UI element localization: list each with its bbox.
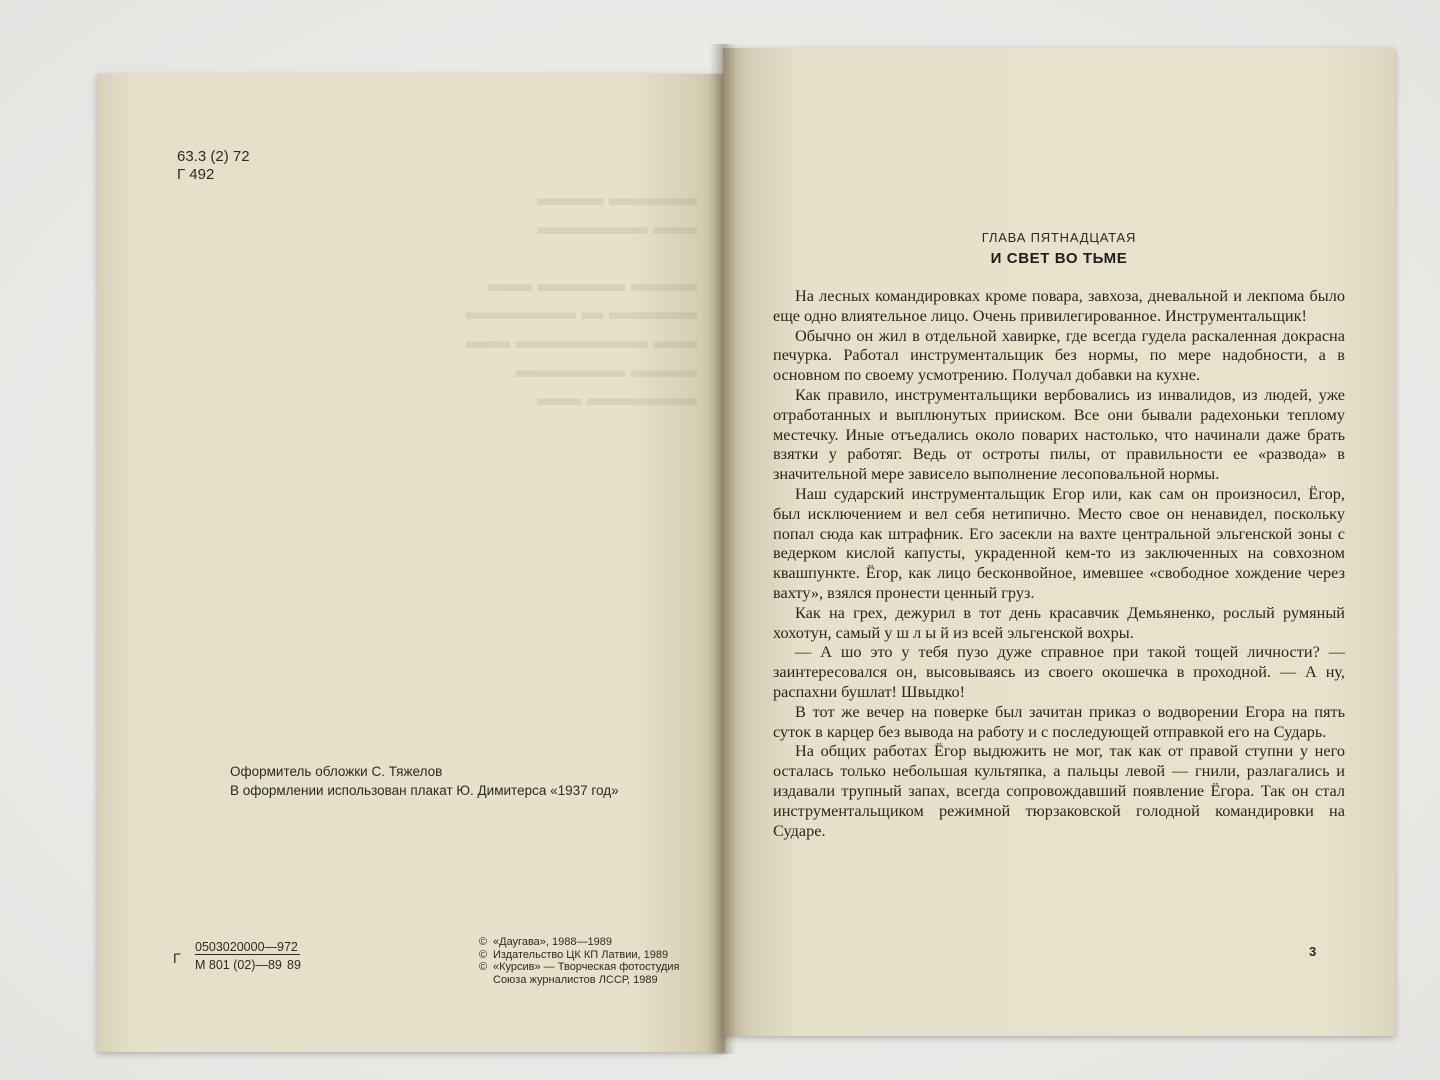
catalog-letter: Г	[173, 950, 181, 966]
chapter-body	[773, 286, 1345, 840]
catalog-denominator: М 801 (02)—89	[195, 958, 282, 972]
copyright-block	[479, 936, 680, 986]
paragraph: — А шо это у тебя пузо дуже справное при такой тощей личности? — заинтересовался он, высовываясь из своего окошечка в проходной. — А ну, распахни бушлат! Швыдко!	[773, 642, 1345, 701]
author-mark: Г 492	[177, 166, 215, 183]
paragraph: Как на грех, дежурил в тот день красавчик Демьяненко, рослый румяный хохотун, самый у ш л ы й из всей эльгенской вохры.	[773, 602, 1345, 642]
book-spine-gutter	[709, 44, 737, 1054]
show-through-text: ▬▬▬▬ ▬▬▬ ▬▬ ▬▬▬▬▬ ▬▬▬ ▬▬▬▬ ▬▬ ▬▬▬▬ ▬ ▬▬▬▬▬ ▬▬ ▬▬▬▬▬▬ ▬▬ ▬▬▬ ▬▬▬▬▬ ▬▬▬▬▬ ▬▬	[466, 185, 697, 411]
copyright-line: Союза журналистов ЛССР, 1989	[493, 973, 658, 986]
copyright-line: «Курсив» — Творческая фотостудия	[493, 961, 680, 973]
copyright-line: Издательство ЦК КП Латвии, 1989	[493, 948, 669, 961]
paragraph: Обычно он жил в отдельной хавирке, где всегда гудела раскаленная докрасна печурка. Работал инструментальщик без нормы, по мере надобности, а в основном по своему усмотрению. Получал добавки на кухне.	[773, 325, 1345, 385]
catalog-year: 89	[287, 958, 301, 972]
paragraph: Как правило, инструментальщики вербовались из инвалидов, из людей, уже отработанных и выплюнутых прииском. Все они бывали радехоньки теплому местечку. Иные отъедались около поварих настолько, что начинали даже брать взятки у работяг. Ведь от остроты пилы, от правильности ее «развода» в значительной мере зависело выполнение лесоповальной нормы.	[773, 384, 1345, 484]
paragraph: На лесных командировках кроме повара, завхоза, дневальной и лекпома было еще одно влиятельное лицо. Очень привилегированное. Инструментальщик!	[773, 286, 1345, 325]
classification-code: 63.3 (2) 72	[177, 148, 250, 165]
page-number: 3	[1309, 944, 1317, 959]
catalog-index	[173, 940, 413, 1000]
catalog-numerator: 0503020000—972	[195, 940, 298, 954]
copyright-line: «Даугава», 1988—1989	[493, 936, 612, 948]
paragraph: Наш сударский инструментальщик Егор или, как сам он произносил, Ёгор, был исключением и вел себя нетипично. Место свое он ненавидел, поскольку попал сюда как штрафник. Его засекли на вахте центральной эльгенской зоны с ведерком кислой капусты, украденной кем-то из заключенных на совхозном квашпункте. Ёгор, как лицо бесконвойное, имевшее «свободное хождение через вахту», взялся пронести ценный груз.	[773, 483, 1345, 602]
paragraph: В тот же вечер на поверке был зачитан приказ о водворении Егора на пять суток в карцер без вывода на работу и с последующей отправкой его на Сударь.	[773, 701, 1345, 741]
library-classification	[177, 148, 250, 184]
chapter-title: И СВЕТ ВО ТЬМЕ	[990, 250, 1128, 267]
design-credits	[230, 762, 619, 800]
copyright-symbol: ©	[479, 948, 488, 961]
copyright-symbol: ©	[479, 936, 488, 948]
chapter-label: ГЛАВА ПЯТНАДЦАТАЯ	[981, 230, 1137, 245]
poster-credit: В оформлении использован плакат Ю. Димитерса «1937 год»	[230, 783, 619, 798]
left-page	[97, 74, 725, 1052]
paragraph: На общих работах Ёгор выдюжить не мог, так как от правой ступни у него осталась только небольшая культяпка, а пальцы левой — гнили, разлагались и издавали трупный запах, всегда сопровождавший появление Ёгора. Так он стал инструментальщиком режимной тюрзаковской голодной командировки на Сударе.	[773, 741, 1345, 840]
copyright-symbol: ©	[479, 961, 488, 973]
open-book	[97, 44, 1429, 1054]
right-page	[723, 48, 1395, 1036]
cover-designer-credit: Оформитель обложки С. Тяжелов	[230, 764, 443, 779]
